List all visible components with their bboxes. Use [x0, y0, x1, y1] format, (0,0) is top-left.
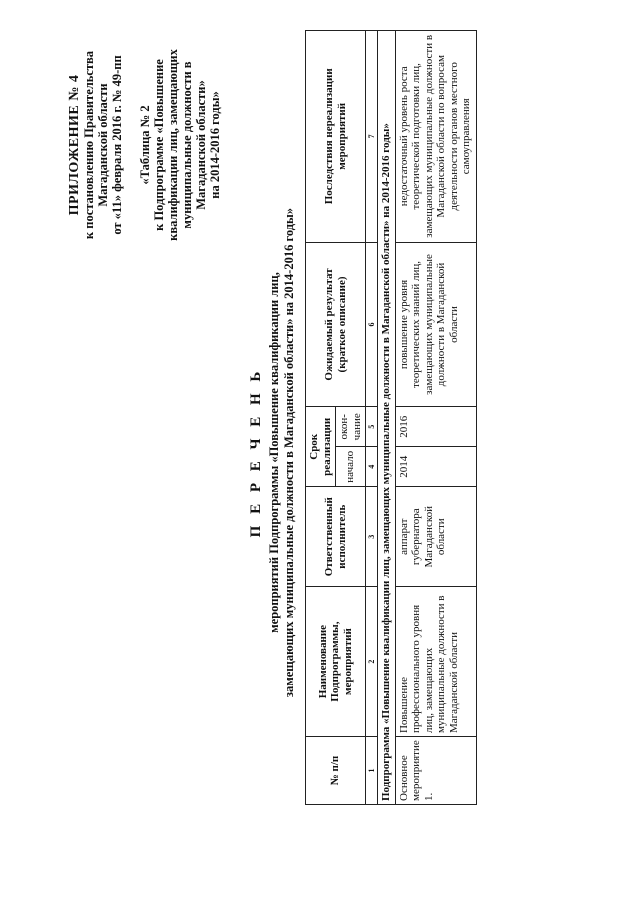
row-executor: аппарат губернатора Магаданской области	[395, 487, 476, 587]
appendix-block	[68, 25, 222, 265]
row-start: 2014	[395, 447, 476, 487]
document-title: П Е Р Е Ч Е Н Ь	[248, 367, 264, 538]
appendix-title: ПРИЛОЖЕНИЕ № 4	[67, 74, 82, 216]
column-number: 6	[366, 242, 378, 407]
header-name: Наименование Подпрограммы, мероприятий	[306, 587, 366, 737]
column-number: 5	[366, 407, 378, 447]
column-number: 2	[366, 587, 378, 737]
table-header-row	[306, 31, 336, 805]
header-start: начало	[336, 447, 366, 487]
column-number: 3	[366, 487, 378, 587]
row-name: Повышение профессионального уровня лиц, замещающих муниципальные должности в Магаданской области	[395, 587, 476, 737]
appendix-line: на 2014-2016 годы»	[208, 91, 222, 199]
header-end: окон-чание	[336, 407, 366, 447]
header-term: Срок реализации	[306, 407, 336, 487]
appendix-line: Магаданской области»	[194, 80, 208, 210]
header-result: Ожидаемый результат (краткое описание)	[306, 242, 366, 407]
row-end: 2016	[395, 407, 476, 447]
column-number: 4	[366, 447, 378, 487]
document-subtitle-line1: мероприятий Подпрограммы «Повышение квалификации лиц,	[267, 272, 281, 633]
subprogram-row	[378, 31, 396, 805]
row-consequences: недостаточный уровень роста теоретической подготовки лиц, замещающих муниципальные должности в Магаданской области по вопросам деятельности органов местного самоуправления	[395, 31, 476, 243]
appendix-line: квалификации лиц, замещающих	[166, 49, 180, 241]
subprogram-title: Подпрограмма «Повышение квалификации лиц, замещающих муниципальные должности в Магаданской области» на 2014-2016 годы»	[378, 31, 396, 805]
appendix-line: к постановлению Правительства	[82, 50, 96, 240]
table-row	[395, 31, 476, 805]
header-consequences: Последствия нереализации мероприятий	[306, 31, 366, 243]
header-num: № п/п	[306, 737, 366, 805]
appendix-line: от «11» февраля 2016 г. № 49-пп	[110, 55, 124, 235]
column-number-row	[366, 31, 378, 805]
appendix-line: Магаданской области	[96, 83, 110, 207]
measures-table	[305, 30, 477, 805]
appendix-line: к Подпрограмме «Повышение	[152, 59, 166, 231]
table-reference: «Таблица № 2	[138, 105, 152, 185]
row-num: Основное мероприятие 1.	[395, 737, 476, 805]
appendix-line: муниципальные должности в	[180, 61, 194, 229]
header-executor: Ответственный исполнитель	[306, 487, 366, 587]
document-subtitle-line2: замещающих муниципальные должности в Магаданской области» на 2014-2016 годы»	[282, 207, 296, 698]
row-result: повышение уровня теоретических знаний лиц, замещающих муниципальные должности в Магаданской области	[395, 242, 476, 407]
column-number: 7	[366, 31, 378, 243]
column-number: 1	[366, 737, 378, 805]
